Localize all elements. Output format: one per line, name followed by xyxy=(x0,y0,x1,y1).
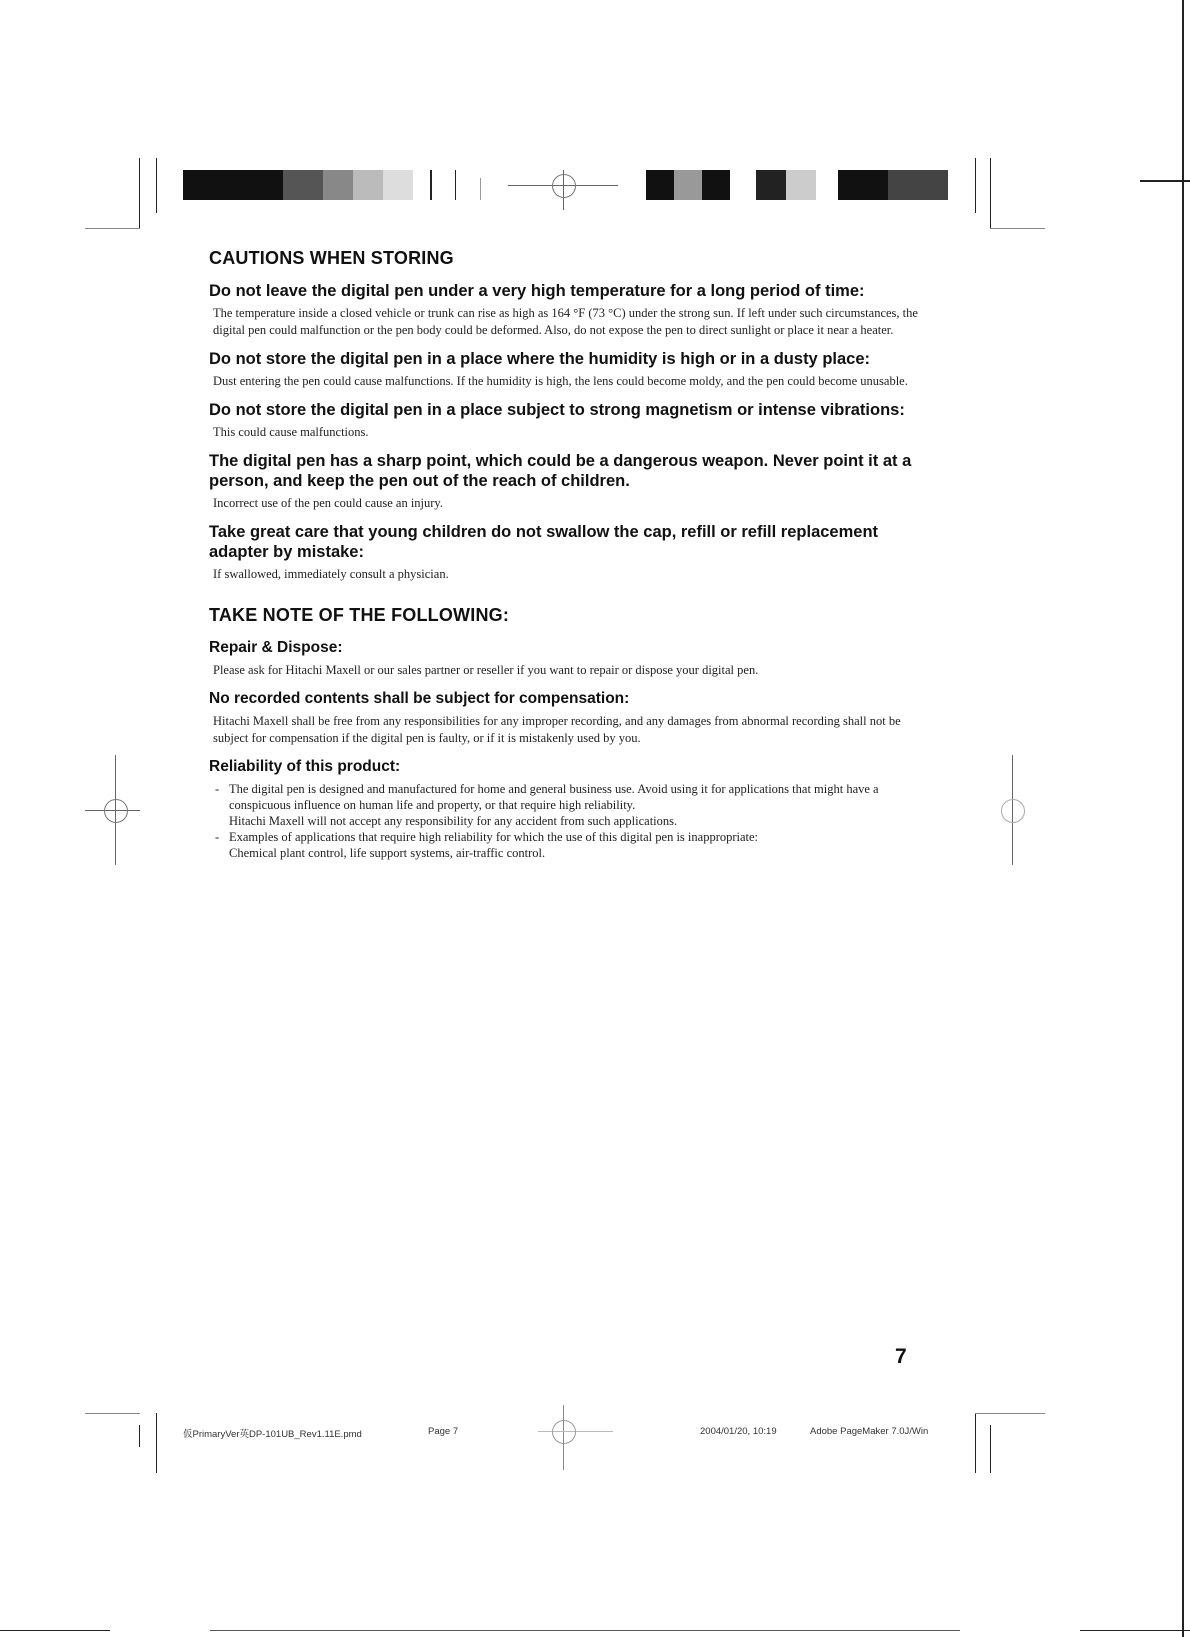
footer-application: Adobe PageMaker 7.0J/Win xyxy=(810,1426,929,1437)
list-item xyxy=(213,829,919,861)
note-item xyxy=(209,638,919,679)
color-swatch-gray xyxy=(674,170,702,200)
caution-heading: Do not leave the digital pen under a very high temperature for a long period of time: xyxy=(209,282,865,300)
note-body: Please ask for Hitachi Maxell or our sales partner or reseller if you want to repair or dispose your digital pen. xyxy=(213,663,759,677)
note-item xyxy=(209,689,919,747)
color-swatch-black xyxy=(838,170,888,200)
color-swatch-black xyxy=(183,170,283,200)
document-body xyxy=(209,248,919,871)
caution-heading: Do not store the digital pen in a place subject to strong magnetism or intense vibrations: xyxy=(209,401,905,419)
caution-item xyxy=(209,281,919,339)
color-swatch-gray-light xyxy=(786,170,816,200)
bullet-text: Chemical plant control, life support systems, air-traffic control. xyxy=(229,846,546,860)
reliability-list xyxy=(213,781,919,861)
color-swatch-gray-light xyxy=(353,170,383,200)
reliability-heading: Reliability of this product: xyxy=(209,758,401,775)
color-swatch-black xyxy=(646,170,674,200)
caution-item xyxy=(209,400,919,441)
color-swatch-gray-dark xyxy=(888,170,948,200)
bullet-text: Examples of applications that require high reliability for which the use of this digital pen is inappropriate: xyxy=(229,830,759,844)
list-item xyxy=(213,781,919,829)
tick-mark xyxy=(430,170,432,200)
color-swatch-gray xyxy=(323,170,353,200)
note-body: Hitachi Maxell shall be free from any responsibilities for any improper recording, and any damages from abnormal recording shall not be subject for compensation if the digital pen is faulty, or if it is mistakenly used by you. xyxy=(213,714,901,745)
color-swatch-black xyxy=(702,170,730,200)
section-title-cautions: CAUTIONS WHEN STORING xyxy=(209,248,454,268)
caution-body: Incorrect use of the pen could cause an injury. xyxy=(213,496,443,510)
color-swatch-gray-dark xyxy=(283,170,323,200)
caution-body: This could cause malfunctions. xyxy=(213,425,369,439)
page-number: 7 xyxy=(895,1345,907,1368)
color-swatch-gray-lighter xyxy=(383,170,413,200)
footer-page: Page 7 xyxy=(428,1426,459,1437)
note-heading: Repair & Dispose: xyxy=(209,639,343,656)
caution-heading: Do not store the digital pen in a place where the humidity is high or in a dusty place: xyxy=(209,350,871,368)
caution-body: The temperature inside a closed vehicle or trunk can rise as high as 164 °F (73 °C) under the strong sun. If left under such circumstances, the digital pen could malfunction or the pen body could be deformed. Also, do not expose the pen to direct sunlight or place it near a heater. xyxy=(213,306,918,337)
footer-datetime: 2004/01/20, 10:19 xyxy=(700,1426,777,1437)
caution-heading: Take great care that young children do not swallow the cap, refill or refill replacement adapter by mistake: xyxy=(209,523,879,561)
bullet-text: The digital pen is designed and manufactured for home and general business use. Avoid using it for applications that might have a conspicuous influence on human life and property, or that require high reliability. xyxy=(229,782,879,812)
caution-item xyxy=(209,349,919,390)
caution-body: If swallowed, immediately consult a physician. xyxy=(213,567,449,581)
footer-filename: 仮PrimaryVer英DP-101UB_Rev1.11E.pmd xyxy=(183,1429,362,1440)
tick-mark xyxy=(480,178,481,200)
bullet-text: Hitachi Maxell will not accept any responsibility for any accident from such applications. xyxy=(229,814,678,828)
tick-mark xyxy=(455,170,456,200)
color-swatch-black xyxy=(756,170,786,200)
note-heading: No recorded contents shall be subject for compensation: xyxy=(209,690,630,707)
caution-item xyxy=(209,522,919,583)
section-title-notes: TAKE NOTE OF THE FOLLOWING: xyxy=(209,605,510,625)
caution-heading: The digital pen has a sharp point, which could be a dangerous weapon. Never point it at a person, and keep the pen out of the reach of children. xyxy=(209,452,912,490)
caution-body: Dust entering the pen could cause malfunctions. If the humidity is high, the lens could become moldy, and the pen could become unusable. xyxy=(213,374,908,388)
caution-item xyxy=(209,451,919,512)
note-item-reliability xyxy=(209,757,919,861)
